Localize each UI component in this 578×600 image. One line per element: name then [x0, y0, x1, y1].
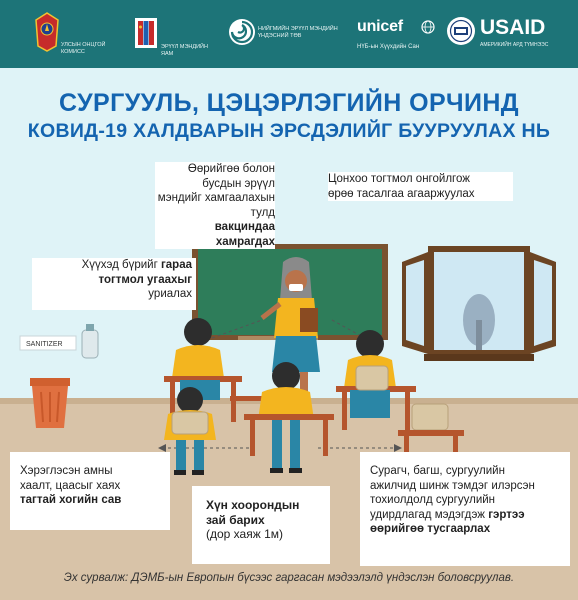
tip-handwash: Хүүхэд бүрийг гараа тогтмол угаахыг уриалах [32, 258, 196, 310]
source-note: Эх сурвалж: ДЭМБ-ын Европын бүсээс гаргасан мэдээлэлд үндэслэн боловсруулав. [63, 572, 515, 584]
logo-caption: АМЕРИКИЙН АРД ТҮМНЭЭС [480, 42, 549, 48]
window [402, 246, 556, 361]
logo-caption: НҮБ-ын Хүүхдийн Сан [357, 44, 420, 50]
unicef-wordmark: unicef [357, 18, 403, 35]
logo-caption: УЛСЫН ОНЦГОЙ КОМИСС [61, 42, 106, 55]
logo-caption: ЭРҮҮЛ МЭНДИЙН ЯАМ [161, 44, 208, 57]
tip-ventilate: Цонхоо тогтмол онгойлгож өрөө тасалгаа агааржуулах [328, 172, 513, 201]
logo-caption: НИЙГМИЙН ЭРҮҮЛ МЭНДИЙН ҮНДЭСНИЙ ТӨВ [258, 26, 338, 39]
tip-isolate-if-symptoms: Сурагч, багш, сургуулийн ажилчид шинж тэмдэг илэрсэн тохиолдолд сургуулийн удирдлагад мэдэгдэж гэртээ өөрийгөө тусгаарлах [360, 452, 570, 566]
sanitizer-label: SANITIZER [26, 341, 63, 348]
title-line-2: КОВИД-19 ХАЛДВАРЫН ЭРСДЭЛИЙГ БУУРУУЛАХ НЬ [27, 120, 551, 142]
trash-bin [30, 378, 70, 428]
tip-covered-bin: Хэрэглэсэн амны хаалт, цаасыг хаях тагтай хогийн сав [10, 452, 170, 530]
usaid-wordmark: USAID [480, 16, 546, 39]
tip-vaccinate: Өөрийгөө болон бусдын эрүүл мэндийг хамгаалахын тулд вакциндаа хамрагдах [155, 162, 275, 249]
tip-keep-distance: Хүн хоорондын зай барих (дор хаяж 1м) [192, 486, 330, 564]
title-line-1: СУРГУУЛЬ, ЦЭЦЭРЛЭГИЙН ОРЧИНД [58, 89, 520, 117]
